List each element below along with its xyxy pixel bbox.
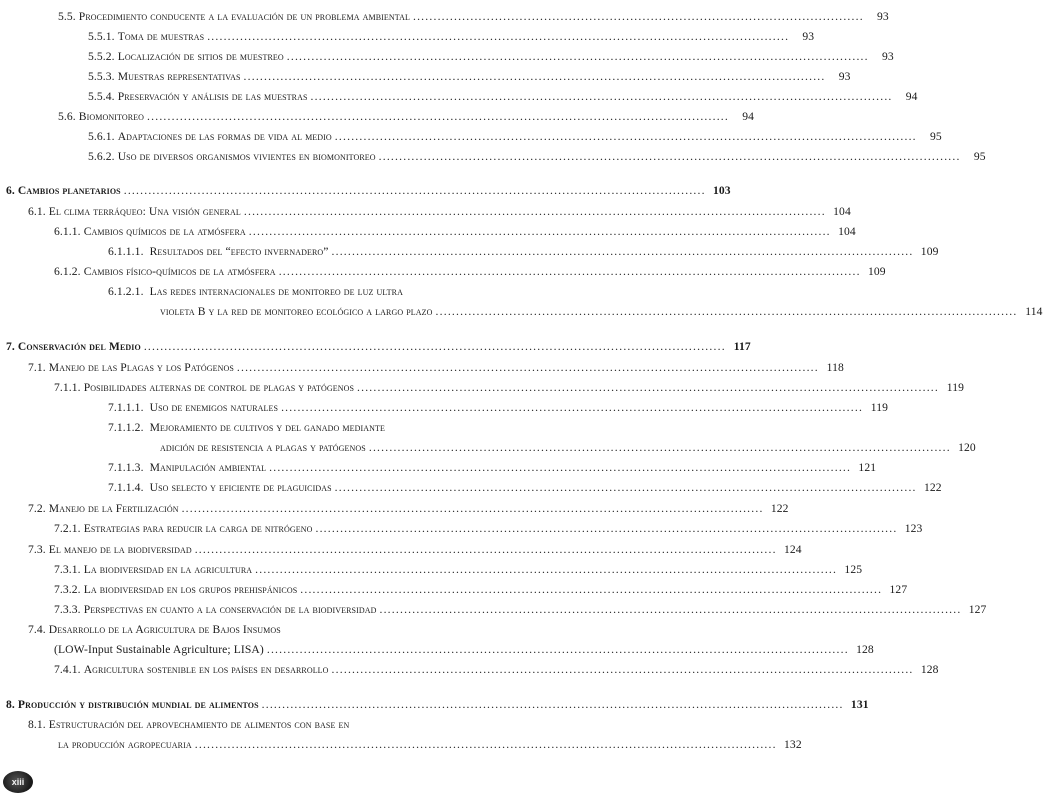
leader-dots: .............................................................................................................................................. [248,225,831,238]
leader-dots: .............................................................................................................................................. [243,205,826,218]
leader-dots: .............................................................................................................................................. [269,461,852,474]
entry-page: 94 [905,90,918,103]
toc-entry [28,502,789,516]
entry-number: 5.6. [58,110,76,123]
toc-entry [54,381,964,395]
toc-entry [88,150,986,164]
leader-dots: .............................................................................................................................................. [255,563,838,576]
entry-page: 131 [850,698,869,711]
entry-number: 7.4. [28,623,46,636]
entry-title: La biodiversidad en los grupos prehispánicos [83,583,298,596]
leader-dots: .............................................................................................................. [412,10,864,23]
entry-page: 127 [968,603,987,616]
entry-title: Procedimiento conducente a la evaluación de un problema ambiental [78,10,410,23]
entry-page: 93 [881,50,894,63]
toc-entry [28,361,844,375]
entry-title: Adaptaciones de las formas de vida al medio [117,130,332,143]
entry-number: 6.1. [28,205,46,218]
leader-dots: .............................................................................................................................................. [357,381,939,394]
toc-entry [54,663,939,677]
entry-title: Preservación y análisis de las muestras [117,90,308,103]
entry-number: 7.1.1.3. [108,461,144,474]
leader-dots: .............................................................................................................................................. [334,130,917,143]
leader-dots: .............................................................................................................................................. [368,441,951,454]
entry-number: 7.3. [28,543,46,556]
entry-title: El manejo de la biodiversidad [48,543,192,556]
entry-page: 128 [856,643,874,656]
entry-number: 5.5.3. [88,70,115,83]
entry-title: Cambios planetarios [17,184,121,197]
toc-entry [88,90,918,104]
leader-dots: .............................................................................................................................................. [147,110,730,123]
page-folio-badge [3,771,33,793]
entry-title: Uso de enemigos naturales [149,401,279,414]
entry-number: 8.1. [28,718,46,731]
entry-page: 121 [858,461,877,474]
toc-chapter [6,698,869,712]
toc-entry [54,563,863,577]
entry-title: Uso de diversos organismos vivientes en biomonitoreo [117,150,376,163]
entry-page: 128 [920,663,939,676]
entry-title: Uso selecto y eficiente de plaguicidas [149,481,332,494]
toc-entry [108,481,942,495]
leader-dots: .............................................................................................................................................. [236,361,819,374]
toc-chapter [6,340,751,354]
entry-number: 7.4.1. [54,663,81,676]
leader-dots: .............................................................................................................................................. [378,150,961,163]
entry-title: Agricultura sostenible en los países en desarrollo [83,663,329,676]
leader-dots: .............................................................................................................................................. [379,603,962,616]
toc-entry-continuation [160,305,1043,319]
toc-entry [28,205,851,219]
leader-dots: .............................................................................................................................................. [266,643,849,656]
entry-title: Posibilidades alternas de control de plagas y patógenos [83,381,355,394]
leader-dots: .............................................................................................................................................. [243,70,826,83]
leader-dots: .............................................................................................................................................. [300,583,883,596]
entry-title: Resultados del “efecto invernadero” [149,245,329,258]
toc-entry [28,543,802,557]
leader-dots: .............................................................................................................................................. [143,340,726,353]
entry-title: Biomonitoreo [78,110,145,123]
entry-number: 7.1. [28,361,46,374]
toc-entry [88,50,894,64]
entry-number: 7.1.1.2. [108,421,144,434]
leader-dots: .............................................................................................................................................. [194,738,777,751]
entry-page: 119 [870,401,889,414]
entry-page: 109 [867,265,886,278]
entry-number: 7.1.1.1. [108,401,144,414]
toc-entry [28,623,534,637]
entry-page: 122 [923,481,942,494]
entry-number: 5.6.1. [88,130,115,143]
leader-dots: .............................................................................................................................................. [281,401,864,414]
toc-entry [88,70,851,84]
entry-title: Producción y distribución mundial de alimentos [17,698,259,711]
entry-title: Muestras representativas [117,70,241,83]
entry-page: 95 [973,150,986,163]
toc-entry [108,421,534,435]
leader-dots: .............................................................................................................................................. [435,305,1018,318]
entry-title: Perspectivas en cuanto a la conservación de la biodiversidad [83,603,377,616]
toc-entry [88,30,815,44]
entry-title: la producción agropecuaria [58,738,192,751]
entry-number: 6.1.1. [54,225,81,238]
entry-title: Las redes internacionales de monitoreo de luz ultra [149,285,403,298]
entry-page: 124 [783,543,802,556]
entry-page: 132 [784,738,802,751]
entry-number: 5.5.2. [88,50,115,63]
toc-entry-continuation [54,643,874,657]
toc-entry [58,110,755,124]
leader-dots: .............................................................................................................................................. [331,663,914,676]
entry-number: 7.2.1. [54,522,81,535]
entry-title: El clima terráqueo: Una visión general [48,205,241,218]
entry-title: Manipulación ambiental [149,461,267,474]
entry-page: 93 [877,10,889,23]
entry-number: 7.2. [28,502,46,515]
entry-title: adición de resistencia a plagas y patógenos [160,441,366,454]
entry-number: 7.3.1. [54,563,81,576]
entry-page: 109 [920,245,939,258]
toc-entry [54,225,856,239]
leader-dots: .............................................................................................................................................. [207,30,790,43]
entry-page: 93 [838,70,851,83]
entry-page: 114 [1025,305,1043,318]
page-folio: xiii [11,777,25,787]
toc-entry [54,522,923,536]
entry-number: 5.5.4. [88,90,115,103]
toc-entry [54,603,987,617]
entry-title: Cambios físico-químicos de la atmósfera [83,265,276,278]
toc-entry [108,245,939,259]
toc-entry [108,401,889,415]
entry-title: violeta B y la red de monitoreo ecológico a largo plazo [160,305,433,318]
entry-title: Estructuración del aprovechamiento de alimentos con base en [48,718,350,731]
entry-number: 8. [6,698,15,711]
toc-entry-continuation [58,738,802,752]
entry-page: 94 [742,110,755,123]
entry-title: Desarrollo de la Agricultura de Bajos Insumos [48,623,281,636]
entry-page: 104 [833,205,851,218]
entry-page: 118 [826,361,844,374]
entry-number: 6.1.2.1. [108,285,144,298]
entry-number: 5.6.2. [88,150,115,163]
entry-title: Manejo de las Plagas y los Patógenos [48,361,234,374]
entry-number: 6.1.2. [54,265,81,278]
entry-number: 7.1.1.4. [108,481,144,494]
toc-entry-continuation [160,441,976,455]
leader-dots: .............................................................................................................................................. [194,543,777,556]
entry-page: 117 [733,340,751,353]
entry-page: 125 [844,563,863,576]
leader-dots: .............................................................................................................................................. [334,481,917,494]
entry-number: 5.5.1. [88,30,115,43]
entry-title: Cambios químicos de la atmósfera [83,225,246,238]
entry-page: 103 [713,184,731,197]
leader-dots: .............................................................................................................................................. [331,245,914,258]
toc-entry [88,130,942,144]
entry-page: 127 [889,583,908,596]
entry-title: Toma de muestras [117,30,205,43]
entry-number: 7. [6,340,15,353]
entry-number: 7.3.2. [54,583,81,596]
entry-page: 119 [946,381,964,394]
toc-entry [108,461,877,475]
entry-title: La biodiversidad en la agricultura [83,563,253,576]
entry-title: (LOW-Input Sustainable Agriculture; LISA) [54,643,264,656]
leader-dots: .............................................................................................................................................. [278,265,861,278]
entry-page: 95 [929,130,942,143]
leader-dots: .............................................................................................................................................. [181,502,764,515]
toc-entry [54,583,908,597]
entry-number: 7.1.1. [54,381,81,394]
leader-dots: .............................................................................................................................................. [123,184,706,197]
entry-title: Localización de sitios de muestreo [117,50,284,63]
entry-title: Mejoramiento de cultivos y del ganado mediante [149,421,385,434]
toc-chapter [6,184,731,198]
entry-page: 123 [904,522,923,535]
entry-number: 6. [6,184,15,197]
entry-title: Conservación del Medio [17,340,141,353]
leader-dots: .............................................................................................................................................. [261,698,844,711]
entry-page: 93 [802,30,815,43]
toc-entry [58,10,889,24]
leader-dots: .............................................................................................................................................. [310,90,893,103]
entry-page: 120 [958,441,976,454]
entry-number: 6.1.1.1. [108,245,144,258]
entry-page: 104 [838,225,856,238]
toc-entry [28,718,534,732]
leader-dots: .............................................................................................................................................. [315,522,898,535]
leader-dots: .............................................................................................................................................. [286,50,869,63]
toc-entry [108,285,534,299]
entry-page: 122 [770,502,789,515]
toc-entry [54,265,886,279]
entry-title: Estrategias para reducir la carga de nitrógeno [83,522,313,535]
entry-number: 5.5. [58,10,76,23]
entry-title: Manejo de la Fertilización [48,502,179,515]
entry-number: 7.3.3. [54,603,81,616]
